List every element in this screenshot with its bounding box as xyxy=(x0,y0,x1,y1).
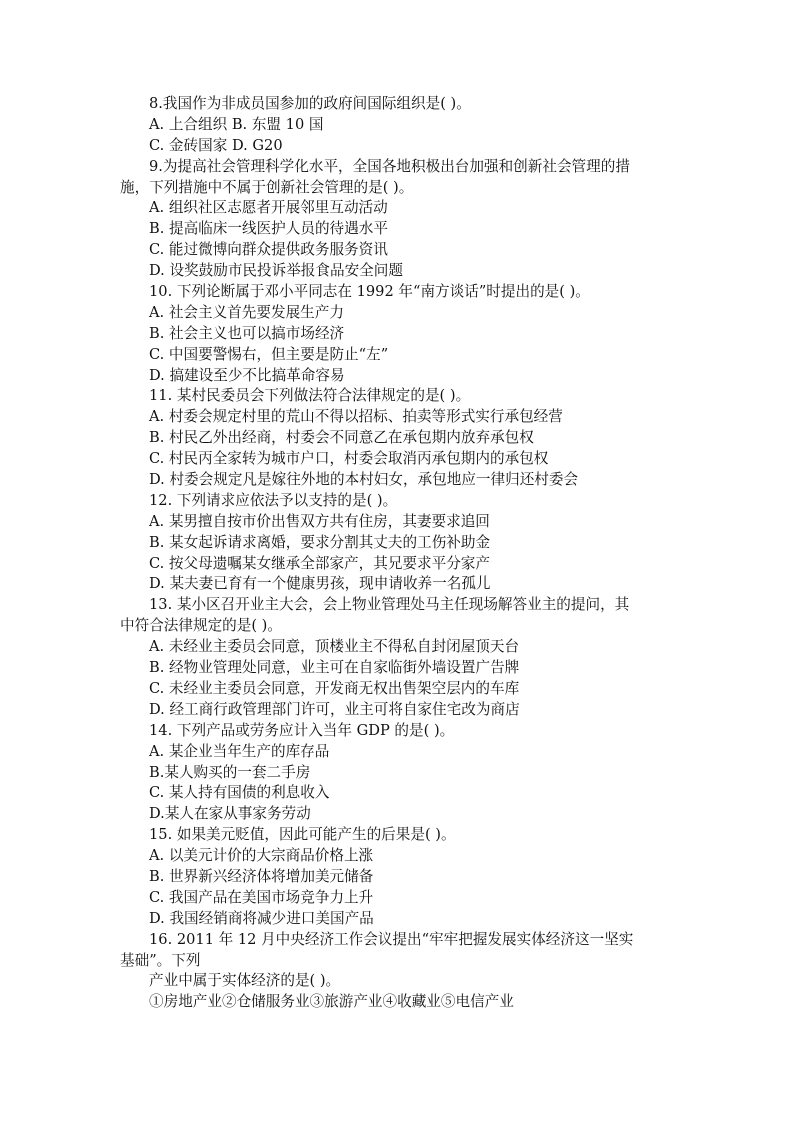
question-10-option: B. 社会主义也可以搞市场经济 xyxy=(149,324,345,342)
question-16-stem: 16. 2011 年 12 月中央经济工作会议提出“牢牢把握发展实体经济这一坚实 xyxy=(149,930,634,948)
question-9-option: A. 组织社区志愿者开展邻里互动活动 xyxy=(149,199,388,217)
question-12-stem: 12. 下列请求应依法予以支持的是( )。 xyxy=(149,491,398,509)
question-15-option: B. 世界新兴经济体将增加美元储备 xyxy=(149,867,374,885)
question-14-stem: 14. 下列产品或劳务应计入当年 GDP 的是( )。 xyxy=(149,721,455,739)
question-9-option: D. 设奖鼓励市民投诉举报食品安全问题 xyxy=(149,262,403,280)
question-14-option: C. 某人持有国债的利息收入 xyxy=(149,784,330,802)
question-8-stem: 8.我国作为非成员国参加的政府间国际组织是( )。 xyxy=(149,95,471,112)
question-12-option: C. 按父母遗嘱某女继承全部家产，其兄要求平分家产 xyxy=(149,554,490,572)
question-16-stem-continued: 产业中属于实体经济的是( )。 xyxy=(149,972,341,990)
question-9-stem-continued: 施，下列措施中不属于创新社会管理的是( )。 xyxy=(120,178,414,196)
question-14-option: B.某人购买的一套二手房 xyxy=(149,763,311,781)
question-11-stem: 11. 某村民委员会下列做法符合法律规定的是( )。 xyxy=(149,387,471,405)
question-9-stem: 9.为提高社会管理科学化水平，全国各地积极出台加强和创新社会管理的措 xyxy=(149,157,630,175)
question-12-option: D. 某夫妻已育有一个健康男孩，现申请收养一名孤儿 xyxy=(149,575,491,593)
question-11-option: C. 村民丙全家转为城市户口，村委会取消丙承包期内的承包权 xyxy=(149,450,549,468)
question-10-option: C. 中国要警惕右，但主要是防止“左” xyxy=(149,345,389,363)
question-11-option: D. 村委会规定凡是嫁往外地的本村妇女，承包地应一律归还村委会 xyxy=(149,471,579,489)
question-11-option: B. 村民乙外出经商，村委会不同意乙在承包期内放弃承包权 xyxy=(149,429,534,447)
question-13-stem: 13. 某小区召开业主大会，会上物业管理处马主任现场解答业主的提问，其 xyxy=(149,596,630,614)
question-9-option: B. 提高临床一线医护人员的待遇水平 xyxy=(149,220,388,238)
question-9-option: C. 能过微博向群众提供政务服务资讯 xyxy=(149,241,388,259)
question-11-option: A. 村委会规定村里的荒山不得以招标、拍卖等形式实行承包经营 xyxy=(149,408,563,426)
question-15-stem: 15. 如果美元贬值，因此可能产生的后果是( )。 xyxy=(149,826,456,844)
question-15-option: A. 以美元计价的大宗商品价格上涨 xyxy=(149,847,374,865)
question-16-option: ①房地产业②仓储服务业③旅游产业④收藏业⑤电信产业 xyxy=(149,993,514,1011)
question-13-option: D. 经工商行政管理部门许可，业主可将自家住宅改为商店 xyxy=(149,700,520,718)
question-13-option: B. 经物业管理处同意，业主可在自家临街外墙设置广告牌 xyxy=(149,659,520,677)
question-16-stem-continued: 基础”。下列 xyxy=(120,951,201,969)
question-13-option: C. 未经业主委员会同意，开发商无权出售架空层内的车库 xyxy=(149,679,520,697)
question-15-option: C. 我国产品在美国市场竞争力上升 xyxy=(149,888,374,906)
question-15-option: D. 我国经销商将减少进口美国产品 xyxy=(149,909,374,927)
question-14-option: D.某人在家从事家务劳动 xyxy=(149,805,311,823)
question-8-option: C. 金砖国家 D. G20 xyxy=(149,136,283,154)
question-8-option: A. 上合组织 B. 东盟 10 国 xyxy=(149,115,324,133)
question-list xyxy=(120,94,680,1013)
question-10-option: A. 社会主义首先要发展生产力 xyxy=(149,303,344,321)
question-10-stem: 10. 下列论断属于邓小平同志在 1992 年“南方谈话”时提出的是( )。 xyxy=(149,283,590,301)
question-13-stem-continued: 中符合法律规定的是( )。 xyxy=(120,617,282,635)
question-12-option: A. 某男擅自按市价出售双方共有住房，其妻要求追回 xyxy=(149,512,490,530)
question-12-option: B. 某女起诉请求离婚，要求分割其丈夫的工伤补助金 xyxy=(149,533,491,551)
question-14-option: A. 某企业当年生产的库存品 xyxy=(149,742,330,760)
question-13-option: A. 未经业主委员会同意，顶楼业主不得私自封闭屋顶天台 xyxy=(149,638,520,656)
question-10-option: D. 搞建设至少不比搞革命容易 xyxy=(149,366,345,384)
